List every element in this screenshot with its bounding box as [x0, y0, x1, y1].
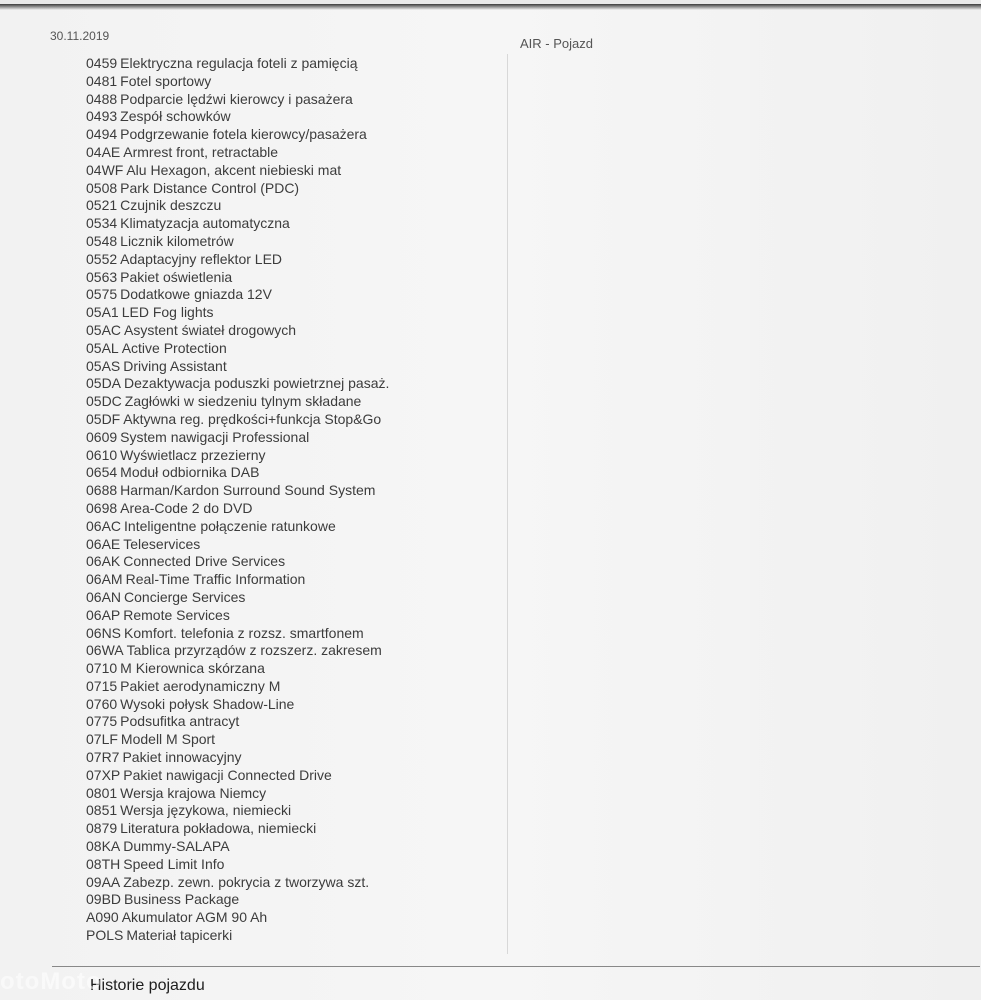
option-label: Zagłówki w siedzeniu tylnym składane	[124, 393, 362, 410]
option-code: 0575	[86, 286, 118, 303]
option-item	[86, 642, 506, 660]
option-label: Alu Hexagon, akcent niebieski mat	[126, 161, 342, 178]
option-code: 0715	[86, 677, 118, 694]
option-item	[86, 358, 506, 376]
option-item	[86, 482, 506, 500]
option-code: 0481	[86, 72, 118, 89]
option-label: Dummy-SALAPA	[123, 838, 230, 855]
option-code: 0563	[86, 268, 118, 285]
option-item	[86, 322, 506, 340]
option-label: Business Package	[124, 891, 240, 908]
option-label: Podgrzewanie fotela kierowcy/pasażera	[120, 126, 367, 143]
option-code: 09BD	[86, 891, 122, 908]
option-code: 04AE	[86, 143, 121, 160]
section-title: Historie pojazdu	[90, 977, 205, 994]
option-item	[86, 713, 506, 731]
print-date: 30.11.2019	[50, 29, 110, 43]
option-item	[86, 536, 506, 554]
option-label: Podparcie lędźwi kierowcy i pasażera	[120, 90, 353, 107]
option-item	[86, 429, 506, 447]
option-label: Fotel sportowy	[120, 72, 212, 89]
option-item	[86, 126, 506, 144]
option-code: 05DA	[86, 375, 122, 392]
option-code: 0851	[86, 802, 118, 819]
option-code: 09AA	[86, 873, 121, 890]
option-code: 0552	[86, 250, 118, 267]
option-code: 0508	[86, 179, 118, 196]
option-code: 05AL	[86, 339, 119, 356]
option-label: Licznik kilometrów	[120, 232, 234, 249]
option-item	[86, 251, 506, 269]
option-item	[86, 838, 506, 856]
option-item	[86, 180, 506, 198]
option-item	[86, 927, 506, 945]
option-item	[86, 856, 506, 874]
option-code: 08KA	[86, 838, 121, 855]
option-item	[86, 162, 506, 180]
option-label: Dodatkowe gniazda 12V	[120, 286, 272, 303]
option-code: 06AC	[86, 517, 122, 534]
option-label: Concierge Services	[124, 588, 246, 605]
option-item	[86, 660, 506, 678]
option-label: Elektryczna regulacja foteli z pamięcią	[120, 55, 358, 71]
option-code: 06AN	[86, 588, 122, 605]
option-item	[86, 340, 506, 358]
option-label: Pakiet innowacyjny	[122, 749, 242, 766]
option-item	[86, 891, 506, 909]
option-item	[86, 785, 506, 803]
option-label: Zabezp. zewn. pokrycia z tworzywa szt.	[123, 873, 370, 890]
option-code: 0710	[86, 660, 118, 677]
option-item	[86, 197, 506, 215]
option-label: M Kierownica skórzana	[120, 660, 265, 677]
option-code: 0698	[86, 499, 118, 516]
option-item	[86, 731, 506, 749]
option-item	[86, 144, 506, 162]
option-item	[86, 802, 506, 820]
option-label: Connected Drive Services	[123, 553, 286, 570]
option-label: Park Distance Control (PDC)	[120, 179, 300, 196]
option-label: Armrest front, retractable	[123, 143, 279, 160]
option-label: Akumulator AGM 90 Ah	[121, 909, 268, 926]
option-item	[86, 820, 506, 838]
option-label: Wersja krajowa Niemcy	[120, 784, 267, 801]
option-code: 0775	[86, 713, 118, 730]
option-code: 0760	[86, 695, 118, 712]
option-item	[86, 73, 506, 91]
option-code: 06NS	[86, 624, 122, 641]
option-label: Asystent świateł drogowych	[124, 321, 296, 338]
option-code: 05DF	[86, 410, 121, 427]
option-item	[86, 696, 506, 714]
option-item	[86, 767, 506, 785]
option-label: Czujnik deszczu	[120, 197, 222, 214]
option-code: 06WA	[86, 642, 124, 659]
option-code: 0801	[86, 784, 118, 801]
option-item	[86, 464, 506, 482]
option-item	[86, 518, 506, 536]
option-code: 0521	[86, 197, 118, 214]
option-code: 07XP	[86, 766, 121, 783]
option-label: LED Fog lights	[121, 304, 214, 321]
option-item	[86, 625, 506, 643]
option-code: 06AP	[86, 606, 121, 623]
option-code: A090	[86, 909, 119, 926]
option-label: Moduł odbiornika DAB	[120, 464, 260, 481]
option-code: 08TH	[86, 855, 121, 872]
option-code: 06AM	[86, 571, 123, 588]
option-code: 0609	[86, 428, 118, 445]
option-label: Pakiet aerodynamiczny M	[120, 677, 281, 694]
option-code: 04WF	[86, 161, 124, 178]
option-code: 0688	[86, 482, 118, 499]
option-code: 05AC	[86, 321, 122, 338]
option-label: Zespół schowków	[120, 108, 231, 125]
option-code: 05AS	[86, 357, 121, 374]
option-item	[86, 375, 506, 393]
option-item	[86, 269, 506, 287]
option-label: Aktywna reg. prędkości+funkcja Stop&Go	[123, 410, 382, 427]
option-item	[86, 909, 506, 927]
option-code: 0459	[86, 55, 118, 71]
option-item	[86, 393, 506, 411]
option-label: Materiał tapicerki	[126, 927, 233, 944]
option-item	[86, 91, 506, 109]
option-code: 0610	[86, 446, 118, 463]
watermark-logo: otoMoto	[0, 968, 102, 995]
option-label: Dezaktywacja poduszki powietrznej pasaż.	[124, 375, 390, 392]
option-label: Pakiet nawigacji Connected Drive	[123, 766, 332, 783]
option-code: 0534	[86, 215, 118, 232]
option-code: 05A1	[86, 304, 119, 321]
option-code: 0493	[86, 108, 118, 125]
option-item	[86, 678, 506, 696]
option-code: 0494	[86, 126, 118, 143]
option-code: POLS	[86, 927, 124, 944]
page-header-title: AIR - Pojazd	[520, 36, 593, 51]
option-item	[86, 215, 506, 233]
scan-top-shadow	[0, 4, 981, 10]
option-code: 06AE	[86, 535, 121, 552]
column-divider	[507, 54, 508, 954]
option-label: Active Protection	[121, 339, 227, 356]
option-code: 0879	[86, 820, 118, 837]
option-label: Tablica przyrządów z rozszerz. zakresem	[126, 642, 382, 659]
option-label: Area-Code 2 do DVD	[120, 499, 253, 516]
option-label: Harman/Kardon Surround Sound System	[120, 482, 376, 499]
option-code: 06AK	[86, 553, 121, 570]
option-label: Remote Services	[123, 606, 230, 623]
option-label: Modell M Sport	[120, 731, 216, 748]
option-label: Podsufitka antracyt	[120, 713, 240, 730]
option-item	[86, 108, 506, 126]
option-item	[86, 447, 506, 465]
option-code: 07R7	[86, 749, 120, 766]
option-label: Teleservices	[123, 535, 201, 552]
option-item	[86, 571, 506, 589]
option-code: 07LF	[86, 731, 118, 748]
option-item	[86, 55, 506, 73]
option-item	[86, 233, 506, 251]
option-label: Komfort. telefonia z rozsz. smartfonem	[124, 624, 364, 641]
option-item	[86, 304, 506, 322]
option-item	[86, 589, 506, 607]
option-label: Wyświetlacz przezierny	[120, 446, 266, 463]
option-label: Klimatyzacja automatyczna	[120, 215, 290, 232]
footer-divider	[52, 966, 980, 967]
option-code: 0654	[86, 464, 118, 481]
option-item	[86, 411, 506, 429]
option-item	[86, 553, 506, 571]
option-code: 0548	[86, 232, 118, 249]
equipment-options-list	[86, 55, 506, 945]
option-code: 05DC	[86, 393, 122, 410]
option-label: Pakiet oświetlenia	[120, 268, 233, 285]
option-label: Inteligentne połączenie ratunkowe	[124, 517, 336, 534]
option-item	[86, 749, 506, 767]
option-item	[86, 286, 506, 304]
option-item	[86, 874, 506, 892]
option-label: Driving Assistant	[123, 357, 227, 374]
document-page	[0, 4, 981, 1000]
option-code: 0488	[86, 90, 118, 107]
option-label: Real-Time Traffic Information	[125, 571, 306, 588]
option-label: Literatura pokładowa, niemiecki	[120, 820, 317, 837]
option-label: Wersja językowa, niemiecki	[120, 802, 292, 819]
option-label: Speed Limit Info	[123, 855, 225, 872]
option-item	[86, 500, 506, 518]
option-item	[86, 607, 506, 625]
option-label: Adaptacyjny reflektor LED	[120, 250, 283, 267]
option-label: System nawigacji Professional	[120, 428, 310, 445]
option-label: Wysoki połysk Shadow-Line	[120, 695, 295, 712]
